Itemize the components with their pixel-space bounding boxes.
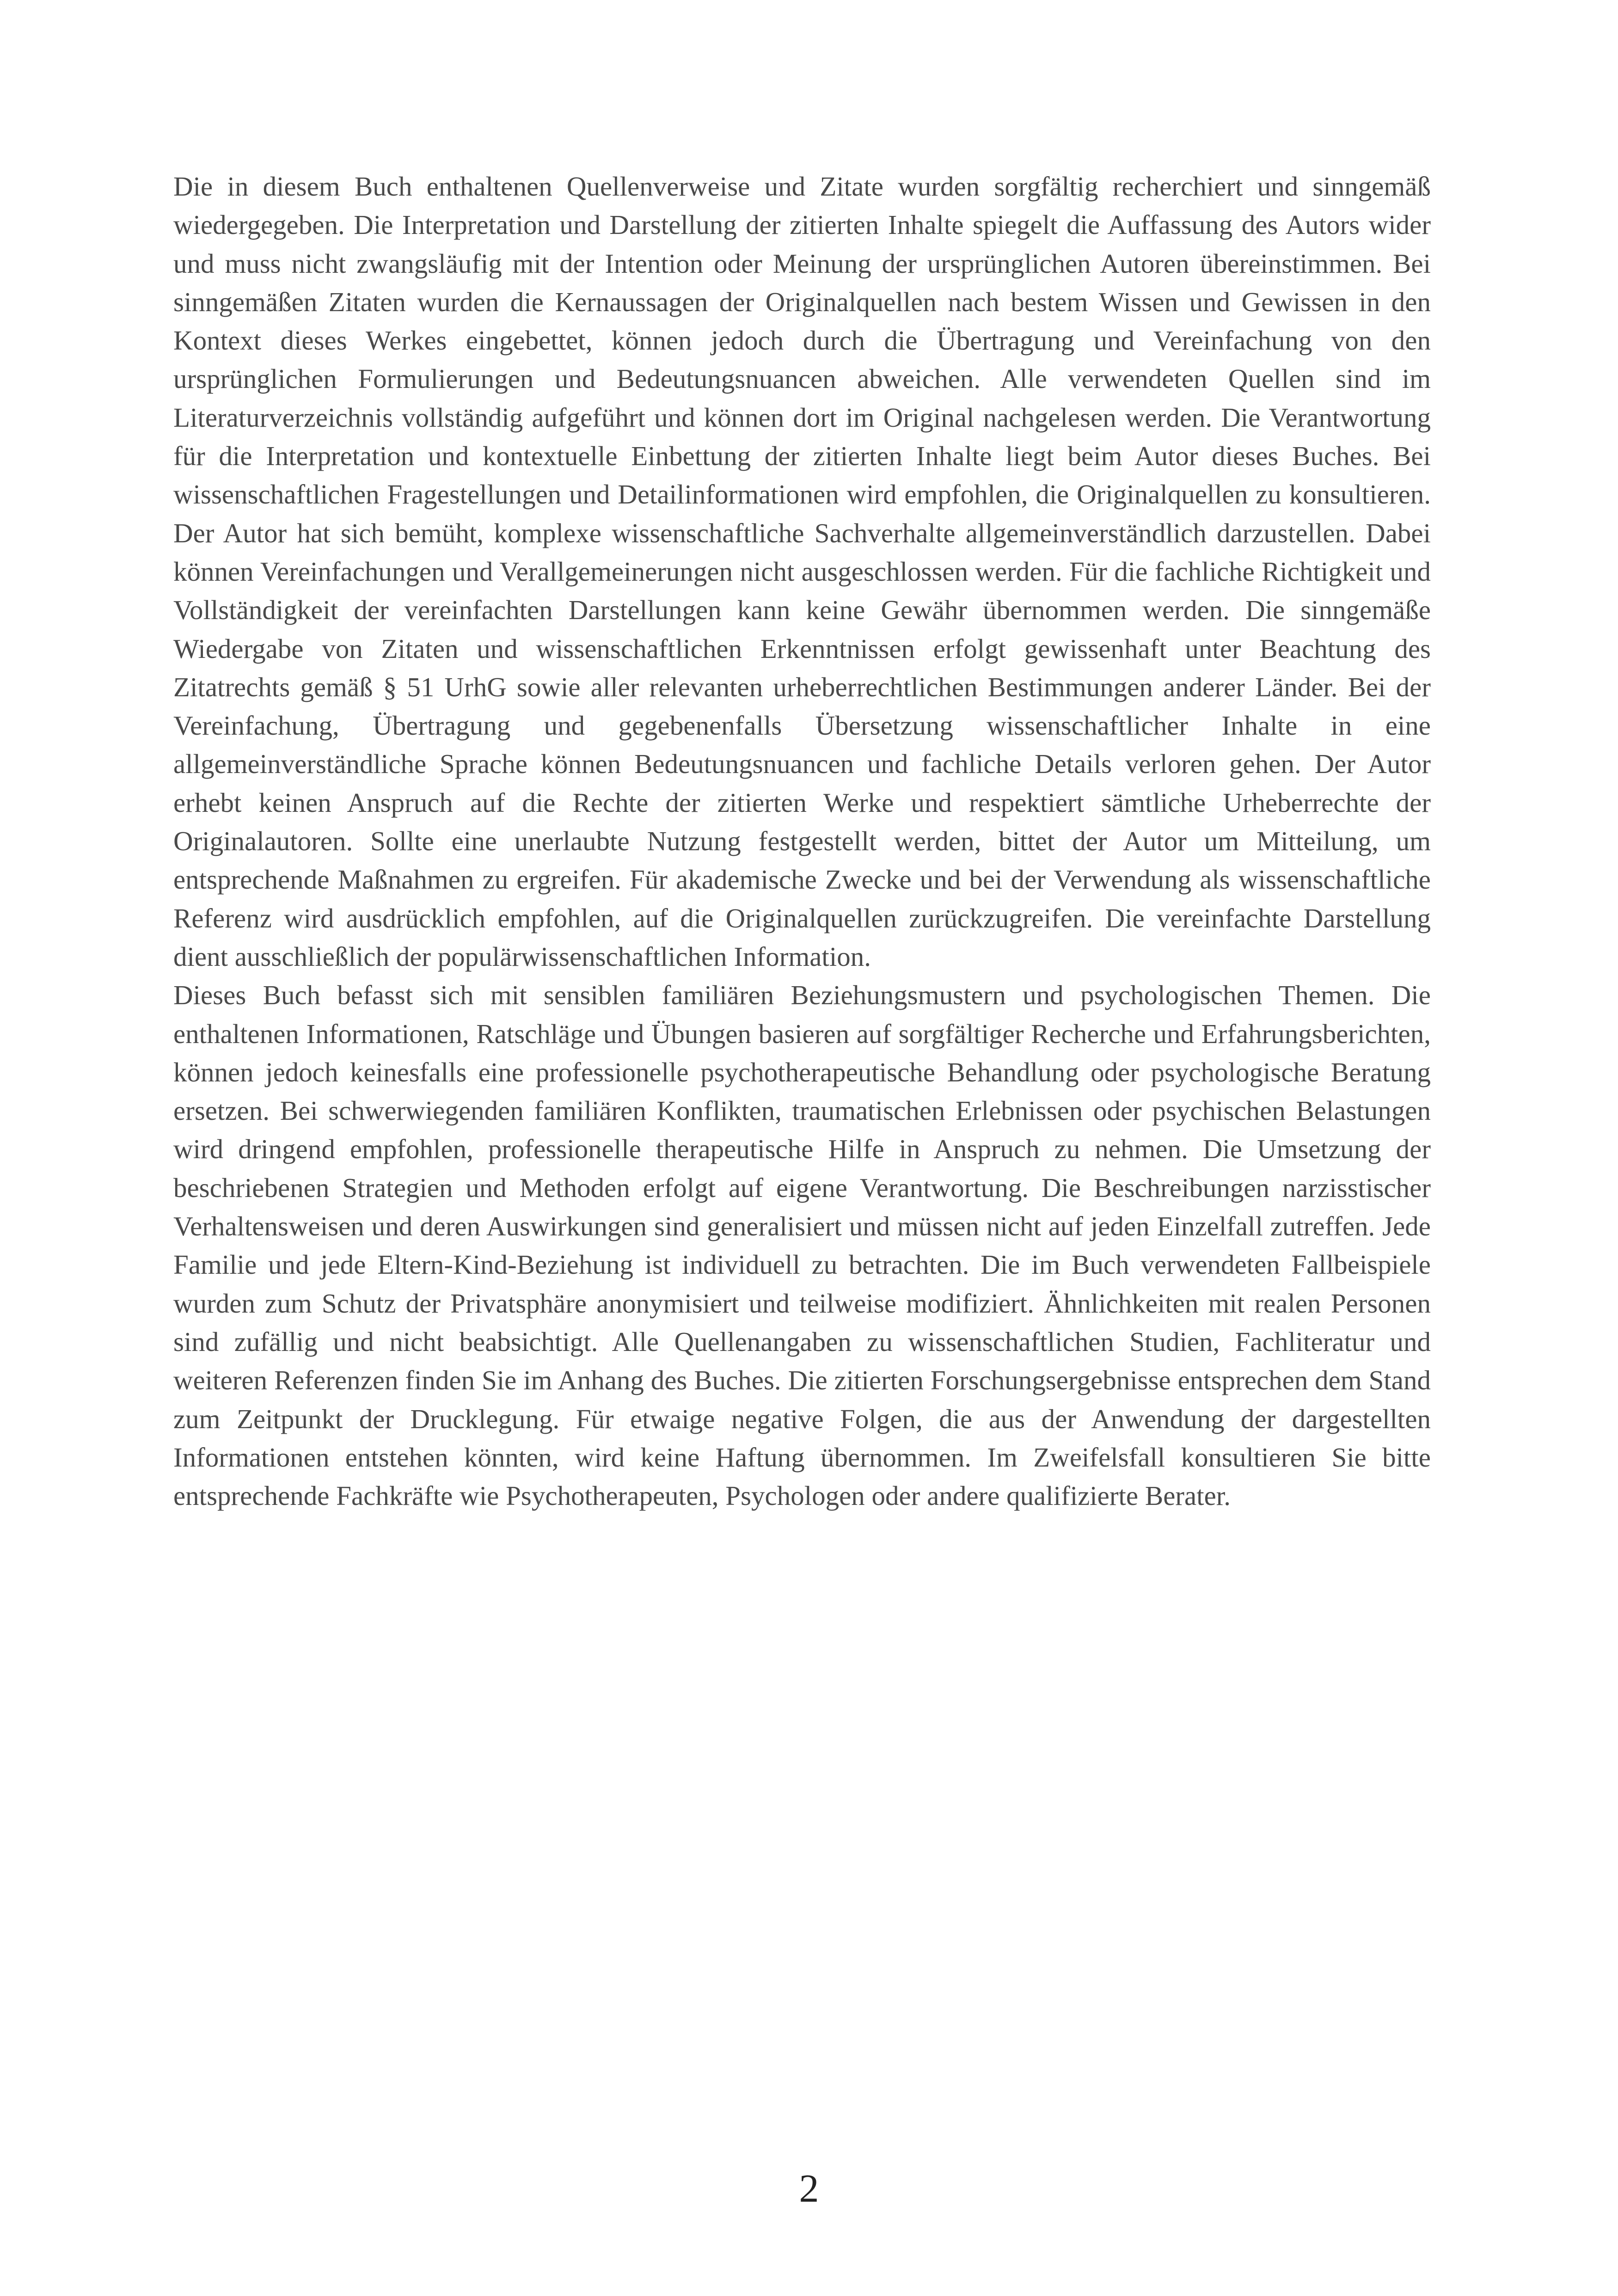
paragraph-source-disclaimer: Die in diesem Buch enthaltenen Quellenverweise und Zitate wurden sorgfältig recherchiert und sinngemäß wiedergegeben. Die Interpretation und Darstellung der zitierten Inhalte spiegelt die Auffassung des Autors wider und muss nicht zwangsläufig mit der Intention oder Meinung der ursprünglichen Autoren übereinstimmen. Bei sinngemäßen Zitaten wurden die Kernaussagen der Originalquellen nach bestem Wissen und Gewissen in den Kontext dieses Werkes eingebettet, können jedoch durch die Übertragung und Vereinfachung von den ursprünglichen Formulierungen und Bedeutungsnuancen abweichen. Alle verwendeten Quellen sind im Literaturverzeichnis vollständig aufgeführt und können dort im Original nachgelesen werden. Die Verantwortung für die Interpretation und kontextuelle Einbettung der zitierten Inhalte liegt beim Autor dieses Buches. Bei wissenschaftlichen Fragestellungen und Detailinformationen wird empfohlen, die Originalquellen zu konsultieren. Der Autor hat sich bemüht, komplexe wissenschaftliche Sachverhalte allgemeinverständlich darzustellen. Dabei können Vereinfachungen und Verallgemeinerungen nicht ausgeschlossen werden. Für die fachliche Richtigkeit und Vollständigkeit der vereinfachten Darstellungen kann keine Gewähr übernommen werden. Die sinngemäße Wiedergabe von Zitaten und wissenschaftlichen Erkenntnissen erfolgt gewissenhaft unter Beachtung des Zitatrechts gemäß § 51 UrhG sowie aller relevanten urheberrechtlichen Bestimmungen anderer Länder. Bei der Vereinfachung, Übertragung und gegebenenfalls Übersetzung wissenschaftlicher Inhalte in eine allgemeinverständliche Sprache können Bedeutungsnuancen und fachliche Details verloren gehen. Der Autor erhebt keinen Anspruch auf die Rechte der zitierten Werke und respektiert sämtliche Urheberrechte der Originalautoren. Sollte eine unerlaubte Nutzung festgestellt werden, bittet der Autor um Mitteilung, um entsprechende Maßnahmen zu ergreifen. Für akademische Zwecke und bei der Verwendung als wissenschaftliche Referenz wird ausdrücklich empfohlen, auf die Originalquellen zurückzugreifen. Die vereinfachte Darstellung dient ausschließlich der populärwissenschaftlichen Information. — [173, 171, 1431, 972]
paragraph-psychology-disclaimer: Dieses Buch befasst sich mit sensiblen familiären Beziehungsmustern und psychologischen Themen. Die enthaltenen Informationen, Ratschläge und Übungen basieren auf sorgfältiger Recherche und Erfahrungsberichten, können jedoch keinesfalls eine professionelle psychotherapeutische Behandlung oder psychologische Beratung ersetzen. Bei schwerwiegenden familiären Konflikten, traumatischen Erlebnissen oder psychischen Belastungen wird dringend empfohlen, professionelle therapeutische Hilfe in Anspruch zu nehmen. Die Umsetzung der beschriebenen Strategien und Methoden erfolgt auf eigene Verantwortung. Die Beschreibungen narzisstischer Verhaltensweisen und deren Auswirkungen sind generalisiert und müssen nicht auf jeden Einzelfall zutreffen. Jede Familie und jede Eltern-Kind-Beziehung ist individuell zu betrachten. Die im Buch verwendeten Fallbeispiele wurden zum Schutz der Privatsphäre anonymisiert und teilweise modifiziert. Ähnlichkeiten mit realen Personen sind zufällig und nicht beabsichtigt. Alle Quellenangaben zu wissenschaftlichen Studien, Fachliteratur und weiteren Referenzen finden Sie im Anhang des Buches. Die zitierten Forschungsergebnisse entsprechen dem Stand zum Zeitpunkt der Drucklegung. Für etwaige negative Folgen, die aus der Anwendung der dargestellten Informationen entstehen könnten, wird keine Haftung übernommen. Im Zweifelsfall konsultieren Sie bitte entsprechende Fachkräfte wie Psychotherapeuten, Psychologen oder andere qualifizierte Berater. — [173, 980, 1431, 1511]
body-text — [173, 167, 1431, 1515]
page-number: 2 — [799, 2166, 819, 2210]
